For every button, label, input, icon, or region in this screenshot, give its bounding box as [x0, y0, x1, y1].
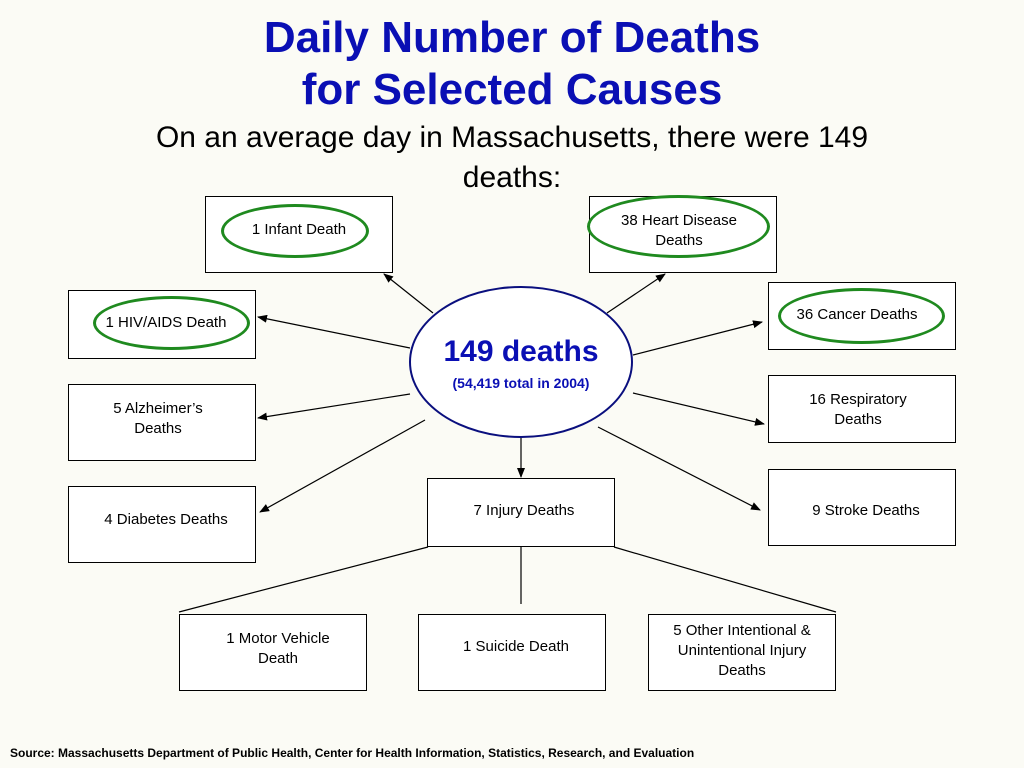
infant-death-label: 1 Infant Death — [251, 221, 347, 238]
arrow-to-hiv — [258, 317, 410, 348]
arrow-to-infant — [384, 274, 433, 313]
respiratory-label-line-1: 16 Respiratory — [809, 391, 907, 408]
injury-label: 7 Injury Deaths — [473, 502, 575, 519]
infant-highlight-oval — [221, 204, 369, 258]
hiv-aids-label: 1 HIV/AIDS Death — [105, 314, 227, 331]
cancer-label: 36 Cancer Deaths — [796, 306, 918, 323]
arrow-to-heart — [607, 274, 665, 313]
suicide-label: 1 Suicide Death — [463, 638, 569, 655]
branch-to-other — [614, 547, 836, 612]
heart-disease-label-line-1: 38 Heart Disease — [621, 212, 737, 229]
other-injury-label-line-3: Deaths — [718, 662, 766, 679]
page-title-line-2: for Selected Causes — [301, 65, 723, 114]
alzheimers-label-line-1: 5 Alzheimer’s — [113, 400, 203, 417]
subtitle-line-2: deaths: — [462, 161, 562, 194]
arrow-to-respiratory — [633, 393, 764, 424]
arrow-to-alzheimers — [258, 394, 410, 418]
diabetes-label: 4 Diabetes Deaths — [104, 511, 228, 528]
subtitle-line-1: On an average day in Massachusetts, there were 149 — [155, 121, 869, 154]
respiratory-label-line-2: Deaths — [834, 411, 882, 428]
arrow-to-cancer — [633, 322, 762, 355]
other-injury-label-line-1: 5 Other Intentional & — [673, 622, 811, 639]
arrow-to-stroke — [598, 427, 760, 510]
motor-vehicle-label-line-1: 1 Motor Vehicle — [226, 630, 330, 647]
cancer-highlight-oval — [778, 288, 945, 344]
arrow-to-diabetes — [260, 420, 425, 512]
total-deaths-sublabel: (54,419 total in 2004) — [452, 375, 590, 391]
other-injury-label-line-2: Unintentional Injury — [677, 642, 807, 659]
total-deaths-label: 149 deaths — [443, 335, 599, 368]
stroke-label: 9 Stroke Deaths — [812, 502, 920, 519]
page-title-line-1: Daily Number of Deaths — [263, 13, 761, 62]
heart-disease-label-line-2: Deaths — [655, 232, 703, 249]
motor-vehicle-label-line-2: Death — [257, 650, 299, 667]
heart-highlight-oval — [587, 195, 770, 258]
hiv-highlight-oval — [93, 296, 250, 350]
alzheimers-label-line-2: Deaths — [134, 420, 182, 437]
source-note: Source: Massachusetts Department of Public Health, Center for Health Information, Statistics, Research, and Evaluation — [10, 746, 695, 760]
